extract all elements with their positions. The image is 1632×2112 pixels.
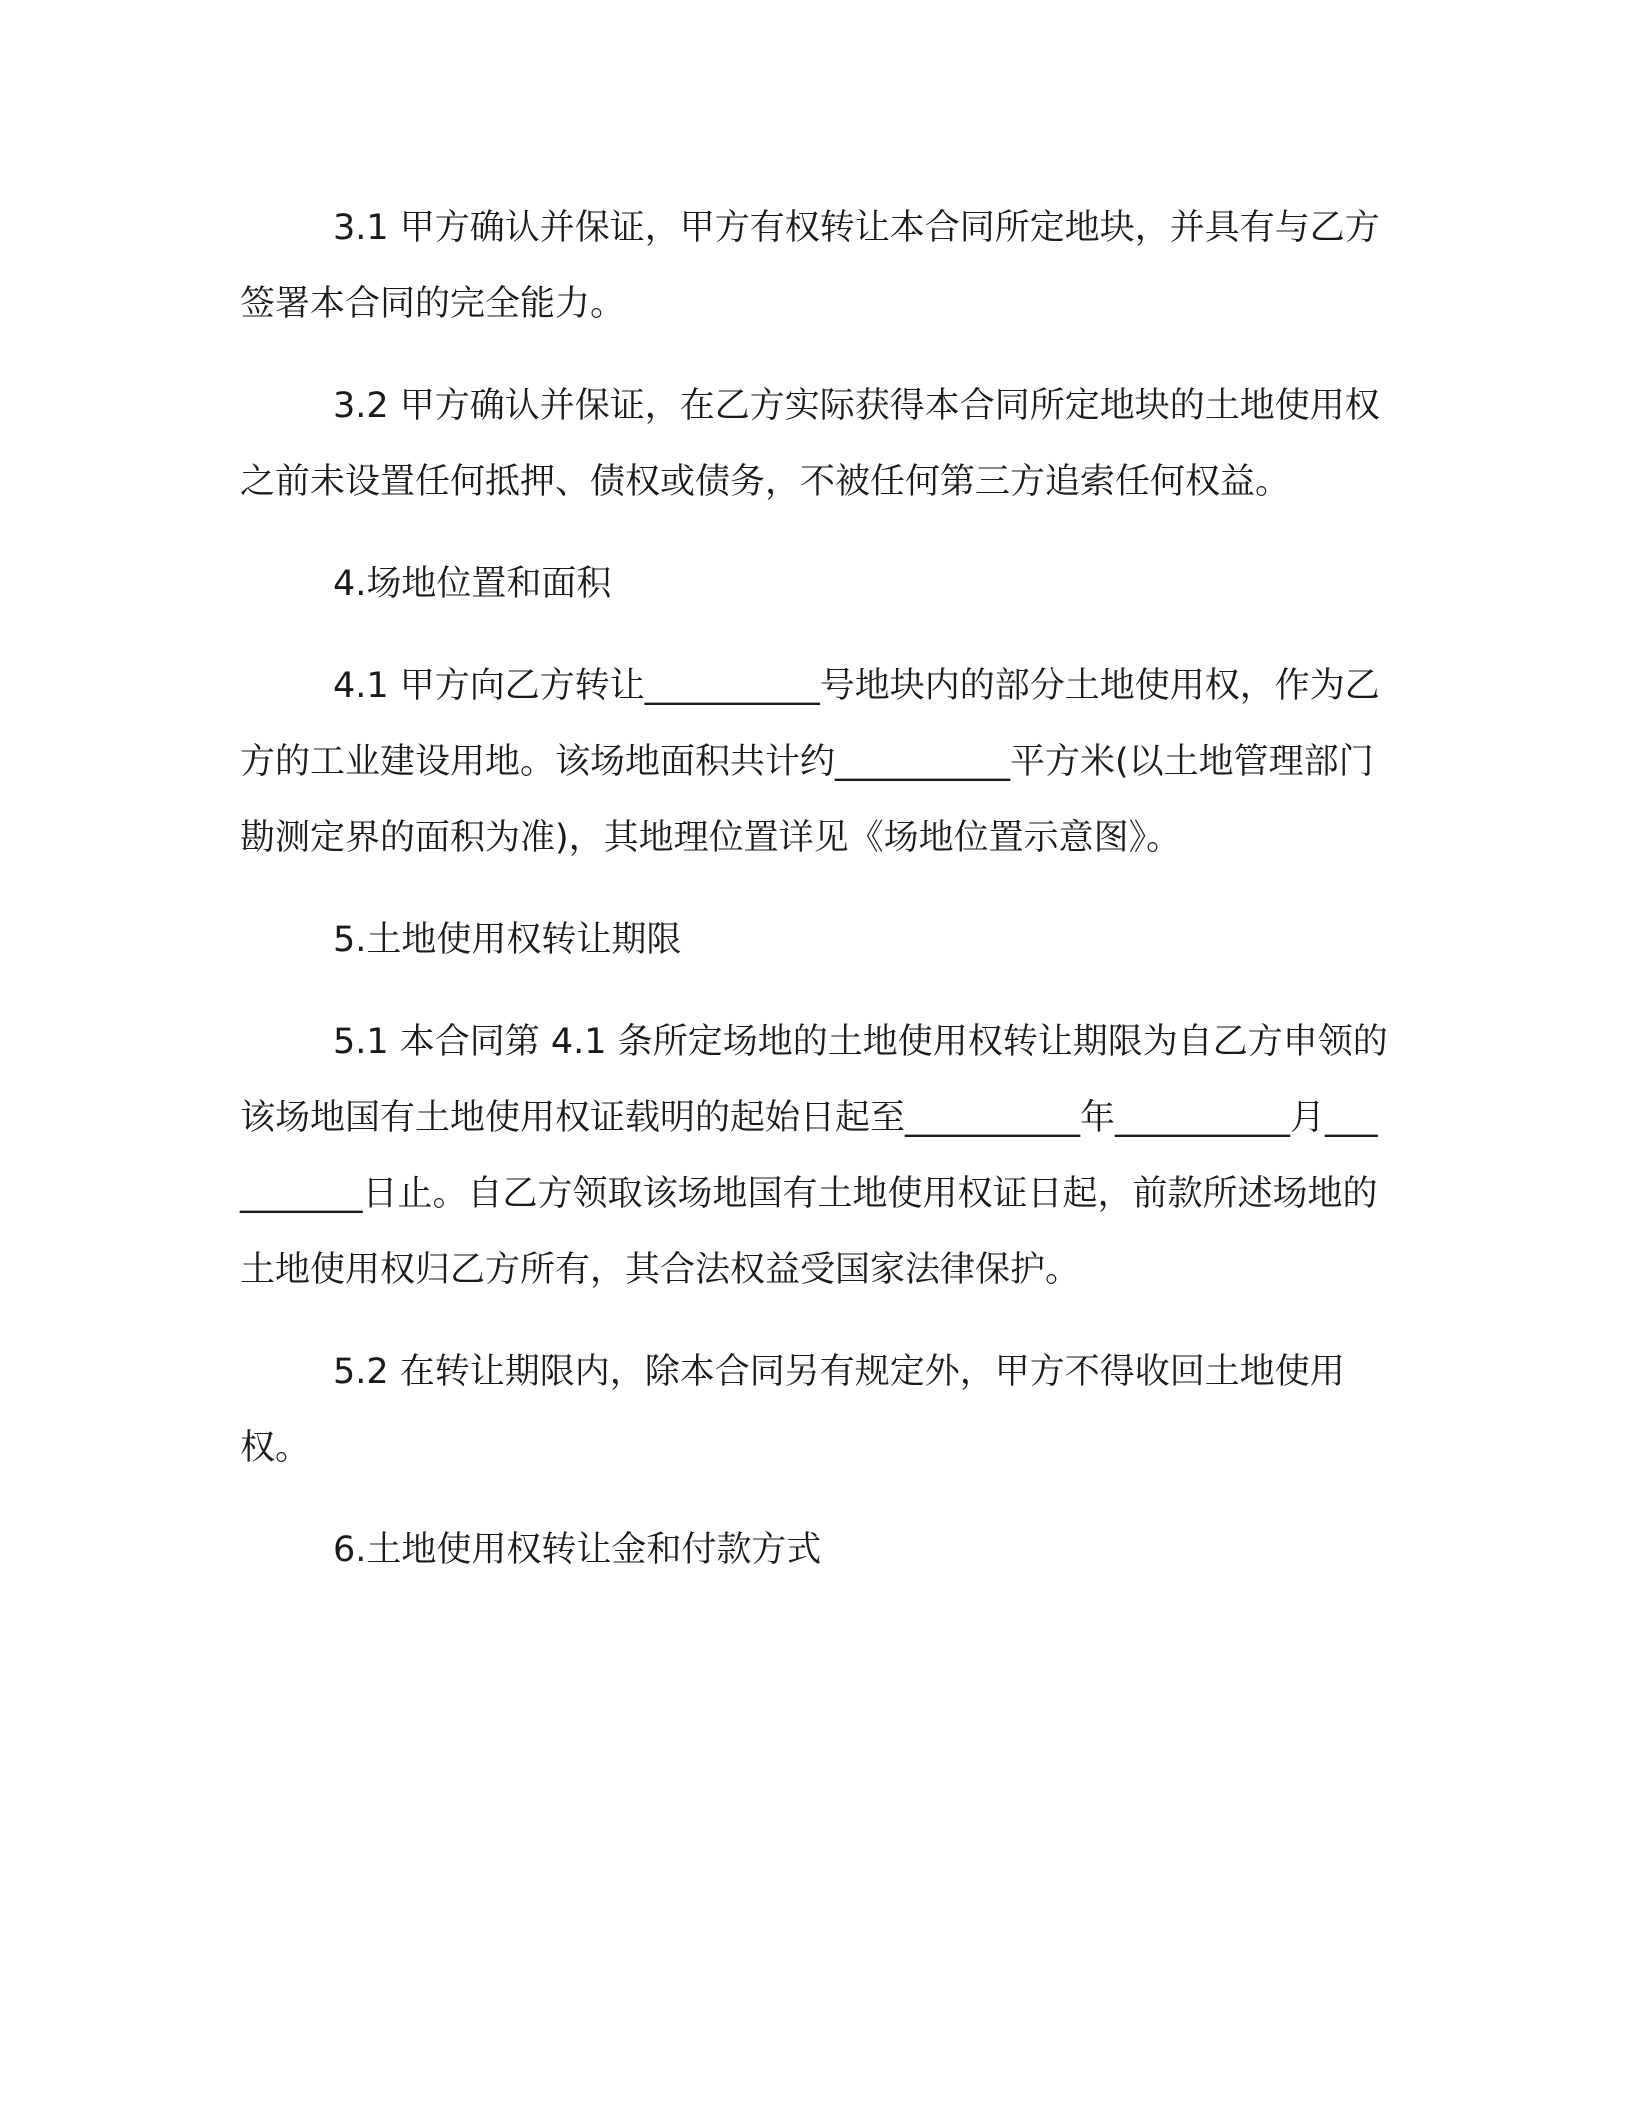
- clause-3-1: 3.1 甲方确认并保证，甲方有权转让本合同所定地块，并具有与乙方签署本合同的完全能力。: [240, 208, 1380, 324]
- section-heading-6: 6.土地使用权转让金和付款方式: [333, 1530, 822, 1570]
- clause-3-2: 3.2 甲方确认并保证，在乙方实际获得本合同所定地块的土地使用权之前未设置任何抵押、债权或债务，不被任何第三方追索任何权益。: [240, 386, 1380, 502]
- clause-5-1: 5.1 本合同第 4.1 条所定场地的土地使用权转让期限为自乙方申领的该场地国有土地使用权证载明的起始日起至__________年__________月__________日止。自乙方领取该场地国有土地使用权证日起，前款所述场地的土地使用权归乙方所有，其合法权益受国家法律保护。: [240, 1022, 1388, 1290]
- section-heading-5: 5.土地使用权转让期限: [333, 920, 682, 960]
- document-body: [240, 190, 1390, 1614]
- clause-4-1: 4.1 甲方向乙方转让__________号地块内的部分土地使用权，作为乙方的工业建设用地。该场地面积共计约__________平方米(以土地管理部门勘测定界的面积为准)，其地理位置详见《场地位置示意图》。: [240, 666, 1380, 858]
- section-heading-4: 4.场地位置和面积: [333, 564, 612, 604]
- clause-5-2: 5.2 在转让期限内，除本合同另有规定外，甲方不得收回土地使用权。: [240, 1352, 1345, 1468]
